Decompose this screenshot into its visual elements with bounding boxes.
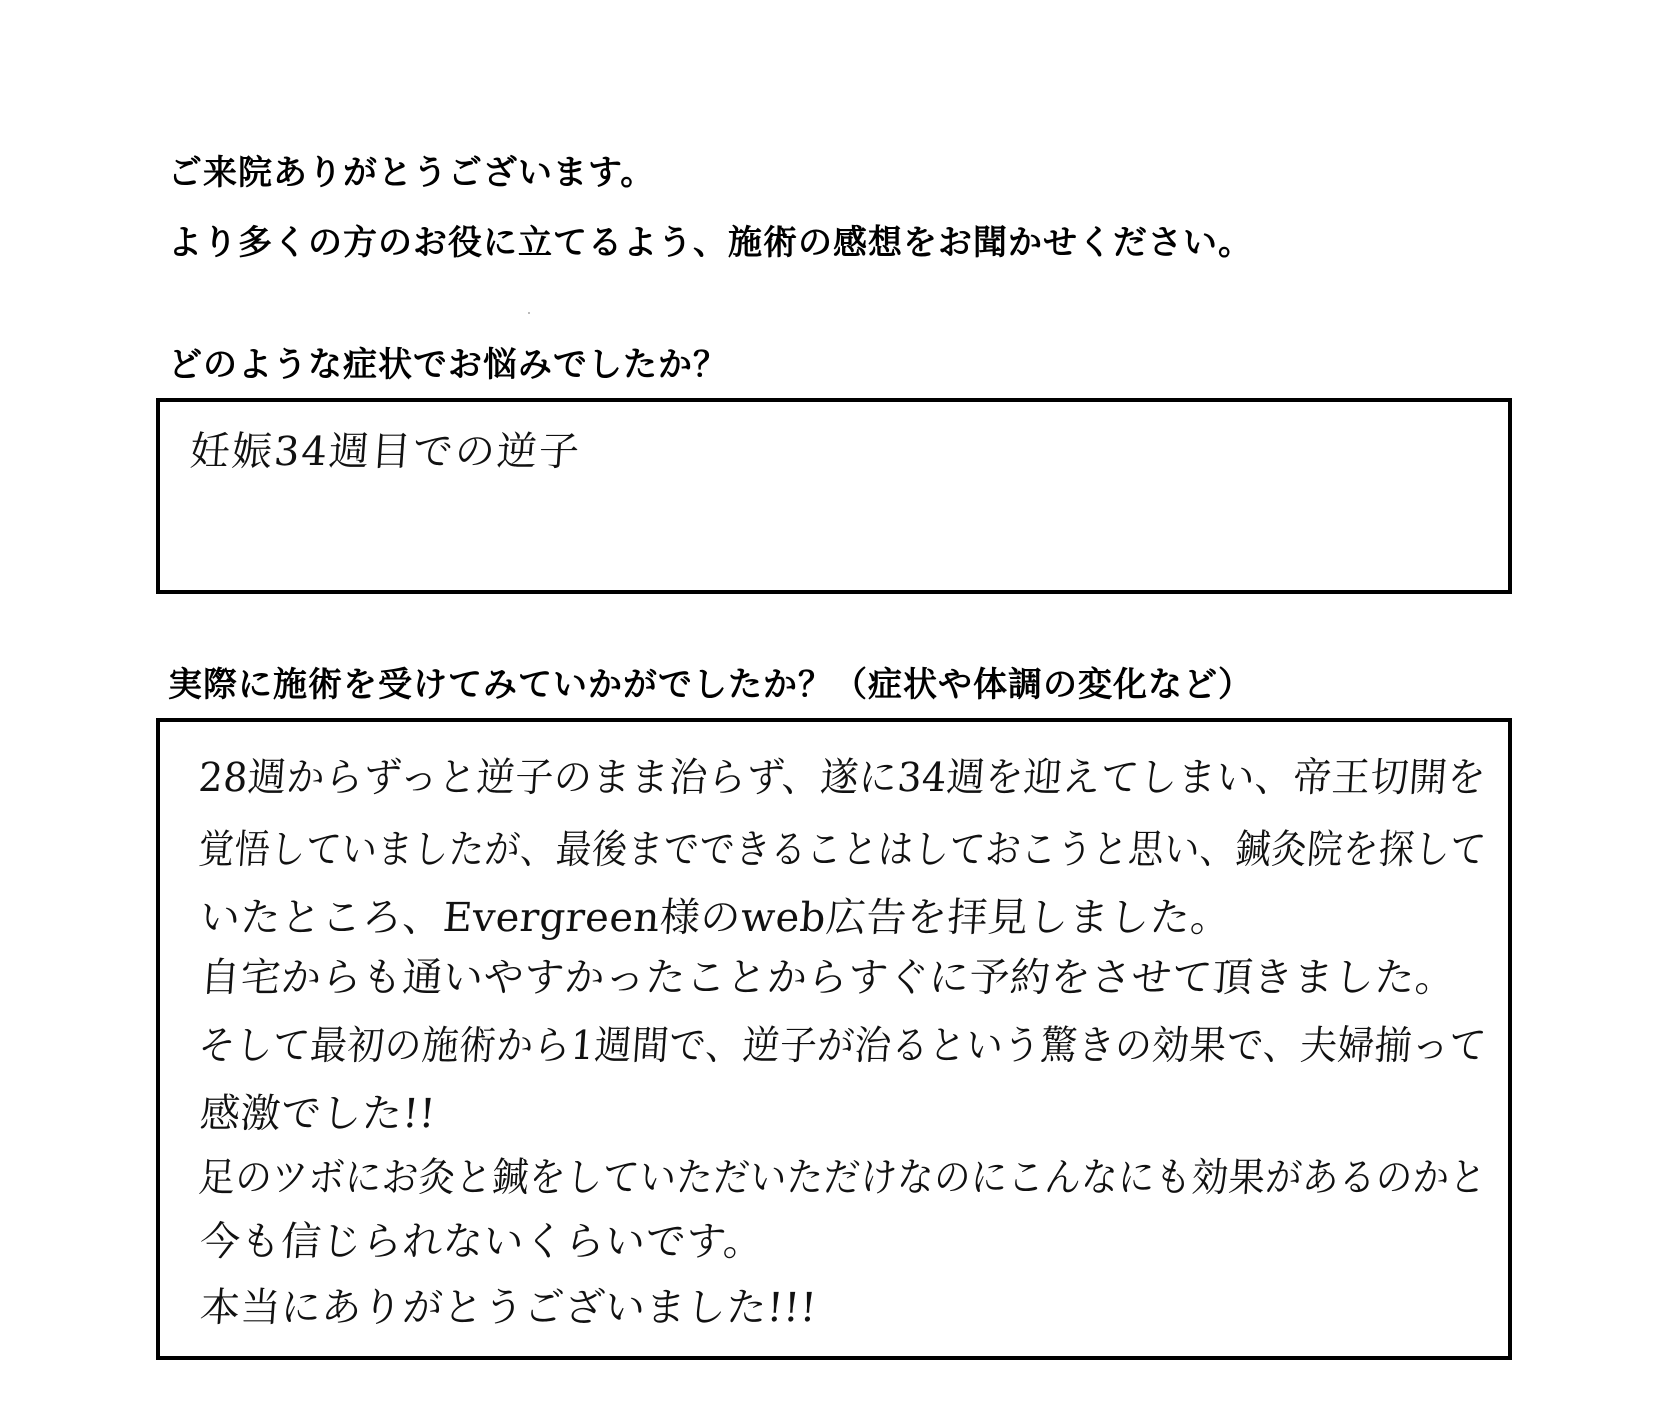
handwritten-answer-line: そして最初の施術から1週間で、逆子が治るという驚きの効果で、夫婦揃って: [196, 1023, 1489, 1069]
handwritten-answer-line: 足のツボにお灸と鍼をしていただいただけなのにこんなにも効果があるのかと: [196, 1155, 1488, 1201]
question-1-handwritten-answer: 妊娠34週目での逆子: [188, 429, 583, 475]
handwritten-answer-line: 感激でした!!: [198, 1091, 438, 1137]
greeting-line-2: より多くの方のお役に立てるよう、施術の感想をお聞かせください。: [168, 223, 1253, 263]
handwritten-answer-line: 自宅からも通いやすかったことからすぐに予約をさせて頂きました。: [198, 955, 1458, 1001]
question-1-label: どのような症状でお悩みでしたか？: [168, 345, 728, 385]
greeting-line-1: ご来院ありがとうございます。: [168, 153, 656, 193]
handwritten-answer-line: 本当にありがとうございました!!!: [198, 1285, 819, 1331]
question-2-answer-box: [156, 718, 1512, 1360]
handwritten-answer-line: 覚悟していましたが、最後までできることはしておこうと思い、鍼灸院を探して: [196, 827, 1488, 873]
question-2-label: 実際に施術を受けてみていかがでしたか？（症状や体調の変化など）: [168, 665, 1253, 705]
scan-speck: [528, 312, 530, 314]
handwritten-answer-line: いたところ、Evergreen様のweb広告を拝見しました。: [198, 895, 1233, 941]
handwritten-answer-line: 今も信じられないくらいです。: [198, 1219, 766, 1265]
question-1-answer-box: [156, 398, 1512, 594]
handwritten-answer-line: 28週からずっと逆子のまま治らず、遂に34週を迎えてしまい、帝王切開を: [196, 755, 1488, 801]
